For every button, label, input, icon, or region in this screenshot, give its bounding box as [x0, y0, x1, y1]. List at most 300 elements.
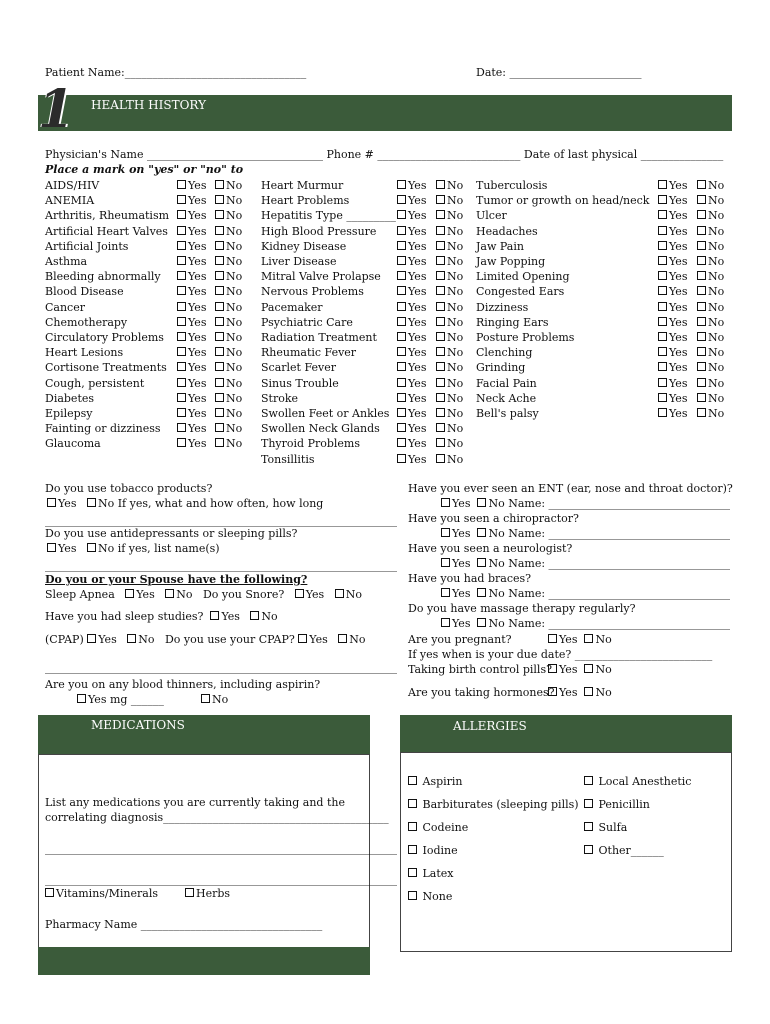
no-checkbox[interactable]	[215, 391, 242, 406]
blank-line[interactable]: ________________________________________________________________	[45, 559, 397, 572]
hormones-options[interactable]	[548, 686, 612, 699]
no-checkbox[interactable]	[436, 315, 463, 330]
checkbox[interactable]	[397, 256, 406, 265]
yes-checkbox[interactable]	[177, 315, 206, 330]
checkbox[interactable]	[215, 226, 224, 235]
checkbox[interactable]	[215, 347, 224, 356]
no-checkbox[interactable]	[215, 330, 242, 345]
checkbox[interactable]	[584, 634, 593, 643]
checkbox[interactable]	[177, 378, 186, 387]
yes-checkbox[interactable]	[397, 421, 426, 436]
no-checkbox[interactable]	[215, 178, 242, 193]
checkbox[interactable]	[436, 347, 445, 356]
checkbox[interactable]	[397, 241, 406, 250]
checkbox[interactable]	[477, 498, 486, 507]
sleep-studies-row[interactable]	[45, 610, 278, 623]
checkbox[interactable]	[177, 180, 186, 189]
yes-checkbox[interactable]	[658, 178, 687, 193]
checkbox[interactable]	[441, 558, 450, 567]
checkbox[interactable]	[658, 256, 667, 265]
yes-checkbox[interactable]	[177, 391, 206, 406]
yes-no-name-options[interactable]	[441, 557, 730, 570]
checkbox[interactable]	[177, 271, 186, 280]
no-checkbox[interactable]	[436, 224, 463, 239]
checkbox[interactable]	[177, 317, 186, 326]
no-checkbox[interactable]	[697, 284, 724, 299]
yes-checkbox[interactable]	[397, 436, 426, 451]
yes-checkbox[interactable]	[397, 360, 426, 375]
checkbox[interactable]	[177, 195, 186, 204]
yes-checkbox[interactable]	[658, 193, 687, 208]
no-checkbox[interactable]	[436, 178, 463, 193]
checkbox[interactable]	[397, 378, 406, 387]
checkbox[interactable]	[408, 799, 417, 808]
checkbox[interactable]	[77, 694, 86, 703]
antidep-options[interactable]	[47, 542, 220, 555]
checkbox[interactable]	[397, 438, 406, 447]
no-checkbox[interactable]	[215, 269, 242, 284]
checkbox[interactable]	[397, 302, 406, 311]
allergy-option[interactable]	[584, 775, 691, 788]
allergy-option[interactable]	[408, 798, 579, 811]
checkbox[interactable]	[250, 611, 259, 620]
checkbox[interactable]	[215, 378, 224, 387]
checkbox[interactable]	[697, 241, 706, 250]
checkbox[interactable]	[584, 687, 593, 696]
blank-line[interactable]: ________________________________________________________________	[45, 661, 397, 674]
checkbox[interactable]	[397, 408, 406, 417]
checkbox[interactable]	[436, 271, 445, 280]
no-checkbox[interactable]	[436, 360, 463, 375]
checkbox[interactable]	[177, 332, 186, 341]
checkbox[interactable]	[215, 195, 224, 204]
no-checkbox[interactable]	[697, 224, 724, 239]
yes-checkbox[interactable]	[397, 254, 426, 269]
no-checkbox[interactable]	[436, 254, 463, 269]
no-checkbox[interactable]	[436, 406, 463, 421]
checkbox[interactable]	[658, 302, 667, 311]
no-checkbox[interactable]	[697, 178, 724, 193]
checkbox[interactable]	[47, 543, 56, 552]
yes-checkbox[interactable]	[177, 436, 206, 451]
checkbox[interactable]	[397, 362, 406, 371]
checkbox[interactable]	[215, 393, 224, 402]
checkbox[interactable]	[441, 588, 450, 597]
checkbox[interactable]	[436, 226, 445, 235]
checkbox[interactable]	[45, 888, 54, 897]
checkbox[interactable]	[658, 271, 667, 280]
checkbox[interactable]	[697, 347, 706, 356]
checkbox[interactable]	[47, 498, 56, 507]
no-checkbox[interactable]	[215, 376, 242, 391]
yes-no-name-options[interactable]	[441, 617, 730, 630]
checkbox[interactable]	[408, 845, 417, 854]
checkbox[interactable]	[397, 286, 406, 295]
yes-checkbox[interactable]	[658, 254, 687, 269]
yes-checkbox[interactable]	[397, 452, 426, 467]
no-checkbox[interactable]	[436, 269, 463, 284]
yes-checkbox[interactable]	[397, 300, 426, 315]
checkbox[interactable]	[397, 393, 406, 402]
checkbox[interactable]	[436, 180, 445, 189]
no-checkbox[interactable]	[215, 360, 242, 375]
yes-checkbox[interactable]	[177, 193, 206, 208]
checkbox[interactable]	[397, 332, 406, 341]
checkbox[interactable]	[548, 634, 557, 643]
checkbox[interactable]	[177, 256, 186, 265]
checkbox[interactable]	[477, 558, 486, 567]
no-checkbox[interactable]	[215, 315, 242, 330]
checkbox[interactable]	[436, 393, 445, 402]
no-checkbox[interactable]	[215, 193, 242, 208]
checkbox[interactable]	[658, 195, 667, 204]
checkbox[interactable]	[397, 195, 406, 204]
checkbox[interactable]	[441, 498, 450, 507]
allergy-label: Sulfa	[598, 821, 628, 834]
yes-label: Yes	[669, 270, 688, 283]
no-checkbox[interactable]	[697, 376, 724, 391]
no-checkbox[interactable]	[436, 452, 463, 467]
yes-checkbox[interactable]	[658, 330, 687, 345]
no-checkbox[interactable]	[215, 406, 242, 421]
no-checkbox[interactable]	[215, 345, 242, 360]
yes-checkbox[interactable]	[658, 224, 687, 239]
yes-checkbox[interactable]	[397, 193, 426, 208]
checkbox[interactable]	[441, 528, 450, 537]
checkbox[interactable]	[408, 868, 417, 877]
yes-checkbox[interactable]	[177, 224, 206, 239]
checkbox[interactable]	[215, 302, 224, 311]
yes-checkbox[interactable]	[397, 224, 426, 239]
yes-checkbox[interactable]	[177, 376, 206, 391]
yes-checkbox[interactable]	[177, 254, 206, 269]
blank-line[interactable]: ________________________________________________________________	[45, 514, 397, 527]
yes-checkbox[interactable]	[658, 239, 687, 254]
yes-checkbox[interactable]	[397, 208, 426, 223]
checkbox[interactable]	[165, 589, 174, 598]
checkbox[interactable]	[397, 423, 406, 432]
checkbox[interactable]	[177, 302, 186, 311]
checkbox[interactable]	[658, 286, 667, 295]
checkbox[interactable]	[436, 241, 445, 250]
yes-checkbox[interactable]	[658, 315, 687, 330]
checkbox[interactable]	[335, 589, 344, 598]
checkbox[interactable]	[215, 362, 224, 371]
checkbox[interactable]	[584, 776, 593, 785]
checkbox[interactable]	[436, 408, 445, 417]
no-checkbox[interactable]	[215, 436, 242, 451]
checkbox[interactable]	[697, 286, 706, 295]
yes-checkbox[interactable]	[177, 208, 206, 223]
yes-checkbox[interactable]	[397, 178, 426, 193]
allergy-option[interactable]	[408, 867, 454, 880]
yes-checkbox[interactable]	[397, 239, 426, 254]
checkbox[interactable]	[177, 210, 186, 219]
allergy-option[interactable]	[408, 775, 463, 788]
checkbox[interactable]	[658, 347, 667, 356]
yes-label: Yes	[408, 346, 427, 359]
yes-checkbox[interactable]	[177, 360, 206, 375]
checkbox[interactable]	[215, 210, 224, 219]
no-checkbox[interactable]	[436, 330, 463, 345]
checkbox[interactable]	[658, 408, 667, 417]
checkbox[interactable]	[215, 332, 224, 341]
checkbox[interactable]	[397, 271, 406, 280]
checkbox[interactable]	[436, 256, 445, 265]
yes-checkbox[interactable]	[177, 421, 206, 436]
cpap-row[interactable]	[45, 633, 366, 646]
checkbox[interactable]	[408, 776, 417, 785]
checkbox[interactable]	[658, 362, 667, 371]
checkbox[interactable]	[548, 664, 557, 673]
yes-checkbox[interactable]	[658, 300, 687, 315]
checkbox[interactable]	[658, 226, 667, 235]
patient-name-field[interactable]: Patient Name:_________________________________	[45, 66, 307, 79]
checkbox[interactable]	[436, 317, 445, 326]
yes-checkbox[interactable]	[397, 284, 426, 299]
checkbox[interactable]	[127, 634, 136, 643]
yes-label: Yes	[408, 316, 427, 329]
no-checkbox[interactable]	[697, 391, 724, 406]
checkbox[interactable]	[185, 888, 194, 897]
checkbox[interactable]	[436, 302, 445, 311]
no-checkbox[interactable]	[697, 315, 724, 330]
yes-checkbox[interactable]	[397, 315, 426, 330]
checkbox[interactable]	[397, 317, 406, 326]
checkbox[interactable]	[697, 195, 706, 204]
no-checkbox[interactable]	[697, 300, 724, 315]
checkbox[interactable]	[215, 241, 224, 250]
due-date-label[interactable]: If yes when is your due date? _________________________	[408, 648, 713, 661]
checkbox[interactable]	[697, 180, 706, 189]
checkbox[interactable]	[408, 822, 417, 831]
supplements-row[interactable]	[45, 887, 230, 900]
checkbox[interactable]	[658, 241, 667, 250]
checkbox[interactable]	[658, 378, 667, 387]
no-checkbox[interactable]	[215, 224, 242, 239]
checkbox[interactable]	[697, 302, 706, 311]
yes-checkbox[interactable]	[177, 345, 206, 360]
yes-checkbox[interactable]	[658, 391, 687, 406]
yes-checkbox[interactable]	[397, 376, 426, 391]
birth-control-options[interactable]	[548, 663, 612, 676]
checkbox[interactable]	[295, 589, 304, 598]
checkbox[interactable]	[436, 438, 445, 447]
sleep-apnea-row[interactable]	[45, 588, 362, 601]
yes-checkbox[interactable]	[397, 269, 426, 284]
checkbox[interactable]	[477, 618, 486, 627]
checkbox[interactable]	[397, 347, 406, 356]
checkbox[interactable]	[215, 286, 224, 295]
no-checkbox[interactable]	[436, 391, 463, 406]
checkbox[interactable]	[177, 362, 186, 371]
no-checkbox[interactable]	[436, 376, 463, 391]
checkbox[interactable]	[397, 226, 406, 235]
no-checkbox[interactable]	[436, 421, 463, 436]
checkbox[interactable]	[658, 393, 667, 402]
checkbox[interactable]	[177, 393, 186, 402]
yes-checkbox[interactable]	[177, 178, 206, 193]
checkbox[interactable]	[87, 634, 96, 643]
yes-checkbox[interactable]	[658, 345, 687, 360]
checkbox[interactable]	[177, 286, 186, 295]
allergy-option[interactable]	[408, 844, 458, 857]
checkbox[interactable]	[436, 423, 445, 432]
yes-checkbox[interactable]	[658, 284, 687, 299]
checkbox[interactable]	[215, 408, 224, 417]
checkbox[interactable]	[201, 694, 210, 703]
yes-checkbox[interactable]	[177, 300, 206, 315]
checkbox[interactable]	[436, 332, 445, 341]
checkbox[interactable]	[658, 210, 667, 219]
no-checkbox[interactable]	[697, 193, 724, 208]
checkbox[interactable]	[697, 256, 706, 265]
checkbox[interactable]	[436, 210, 445, 219]
allergy-option[interactable]	[584, 821, 627, 834]
checkbox[interactable]	[436, 362, 445, 371]
medications-blank-line[interactable]: ________________________________________________________________	[45, 842, 397, 855]
blood-thinners-options[interactable]	[77, 693, 228, 706]
allergy-option[interactable]	[408, 821, 468, 834]
allergy-option[interactable]	[408, 890, 452, 903]
checkbox[interactable]	[436, 286, 445, 295]
birth-control-label: Taking birth control pills?	[408, 663, 552, 676]
checkbox[interactable]	[215, 256, 224, 265]
checkbox[interactable]	[177, 408, 186, 417]
medications-prompt-2[interactable]: correlating diagnosis_________________________________________	[45, 811, 389, 824]
checkbox[interactable]	[658, 332, 667, 341]
no-checkbox[interactable]	[215, 254, 242, 269]
checkbox[interactable]	[177, 226, 186, 235]
checkbox[interactable]	[697, 393, 706, 402]
no-checkbox[interactable]	[436, 193, 463, 208]
checkbox[interactable]	[436, 195, 445, 204]
no-checkbox[interactable]	[215, 300, 242, 315]
no-checkbox[interactable]	[697, 345, 724, 360]
checkbox[interactable]	[658, 180, 667, 189]
no-checkbox[interactable]	[215, 208, 242, 223]
yes-checkbox[interactable]	[397, 391, 426, 406]
checkbox[interactable]	[441, 618, 450, 627]
checkbox[interactable]	[298, 634, 307, 643]
yes-checkbox[interactable]	[177, 406, 206, 421]
checkbox[interactable]	[584, 822, 593, 831]
yes-checkbox[interactable]	[177, 269, 206, 284]
checkbox[interactable]	[87, 543, 96, 552]
yes-no-name-options[interactable]	[441, 497, 730, 510]
checkbox[interactable]	[177, 423, 186, 432]
checkbox[interactable]	[697, 271, 706, 280]
yes-checkbox[interactable]	[177, 239, 206, 254]
checkbox[interactable]	[697, 317, 706, 326]
checkbox[interactable]	[436, 378, 445, 387]
checkbox[interactable]	[215, 423, 224, 432]
checkbox[interactable]	[697, 408, 706, 417]
checkbox[interactable]	[697, 362, 706, 371]
checkbox[interactable]	[697, 210, 706, 219]
medications-blank-line[interactable]: ________________________________________________________________	[45, 873, 397, 886]
no-checkbox[interactable]	[697, 360, 724, 375]
checkbox[interactable]	[215, 438, 224, 447]
yes-no-name-options[interactable]	[441, 527, 730, 540]
allergy-option[interactable]	[584, 844, 664, 857]
no-checkbox[interactable]	[436, 345, 463, 360]
checkbox[interactable]	[584, 799, 593, 808]
checkbox[interactable]	[210, 611, 219, 620]
no-checkbox[interactable]	[436, 300, 463, 315]
no-checkbox[interactable]	[215, 284, 242, 299]
pharmacy-name-field[interactable]: Pharmacy Name _________________________________	[45, 918, 323, 931]
no-checkbox[interactable]	[697, 330, 724, 345]
yes-checkbox[interactable]	[658, 269, 687, 284]
checkbox[interactable]	[338, 634, 347, 643]
physician-line[interactable]: Physician's Name ________________________________ Phone # __________________________ Date of last physical _______________	[45, 148, 724, 161]
yes-checkbox[interactable]	[658, 376, 687, 391]
allergy-label: Iodine	[422, 844, 458, 857]
yes-checkbox[interactable]	[177, 284, 206, 299]
yes-checkbox[interactable]	[177, 330, 206, 345]
checkbox[interactable]	[548, 687, 557, 696]
no-checkbox[interactable]	[697, 254, 724, 269]
checkbox[interactable]	[87, 498, 96, 507]
checkbox[interactable]	[477, 588, 486, 597]
checkbox[interactable]	[584, 845, 593, 854]
checkbox[interactable]	[177, 347, 186, 356]
yes-checkbox[interactable]	[397, 330, 426, 345]
allergy-option[interactable]	[584, 798, 650, 811]
checkbox[interactable]	[658, 317, 667, 326]
no-checkbox[interactable]	[436, 239, 463, 254]
checkbox[interactable]	[477, 528, 486, 537]
yes-no-name-options[interactable]	[441, 587, 730, 600]
tobacco-options[interactable]	[47, 497, 323, 510]
yes-checkbox[interactable]	[658, 360, 687, 375]
yes-checkbox[interactable]	[658, 208, 687, 223]
checkbox[interactable]	[697, 332, 706, 341]
no-checkbox[interactable]	[436, 208, 463, 223]
checkbox[interactable]	[215, 317, 224, 326]
checkbox[interactable]	[436, 454, 445, 463]
no-checkbox[interactable]	[215, 421, 242, 436]
checkbox[interactable]	[125, 589, 134, 598]
due-date-field[interactable]	[408, 648, 712, 661]
checkbox[interactable]	[697, 378, 706, 387]
no-checkbox[interactable]	[215, 239, 242, 254]
checkbox[interactable]	[397, 454, 406, 463]
checkbox[interactable]	[408, 891, 417, 900]
checkbox[interactable]	[584, 664, 593, 673]
no-checkbox[interactable]	[697, 406, 724, 421]
no-checkbox[interactable]	[436, 436, 463, 451]
yes-checkbox[interactable]	[397, 406, 426, 421]
checkbox[interactable]	[215, 180, 224, 189]
no-checkbox[interactable]	[697, 269, 724, 284]
yes-checkbox[interactable]	[658, 406, 687, 421]
checkbox[interactable]	[697, 226, 706, 235]
no-checkbox[interactable]	[697, 208, 724, 223]
yes-checkbox[interactable]	[397, 345, 426, 360]
checkbox[interactable]	[397, 210, 406, 219]
checkbox[interactable]	[397, 180, 406, 189]
checkbox[interactable]	[177, 241, 186, 250]
checkbox[interactable]	[215, 271, 224, 280]
yes-label: Yes	[408, 301, 427, 314]
no-checkbox[interactable]	[436, 284, 463, 299]
no-checkbox[interactable]	[697, 239, 724, 254]
checkbox[interactable]	[177, 438, 186, 447]
date-field[interactable]: Date: ________________________	[476, 66, 642, 79]
pregnant-options[interactable]	[548, 633, 612, 646]
